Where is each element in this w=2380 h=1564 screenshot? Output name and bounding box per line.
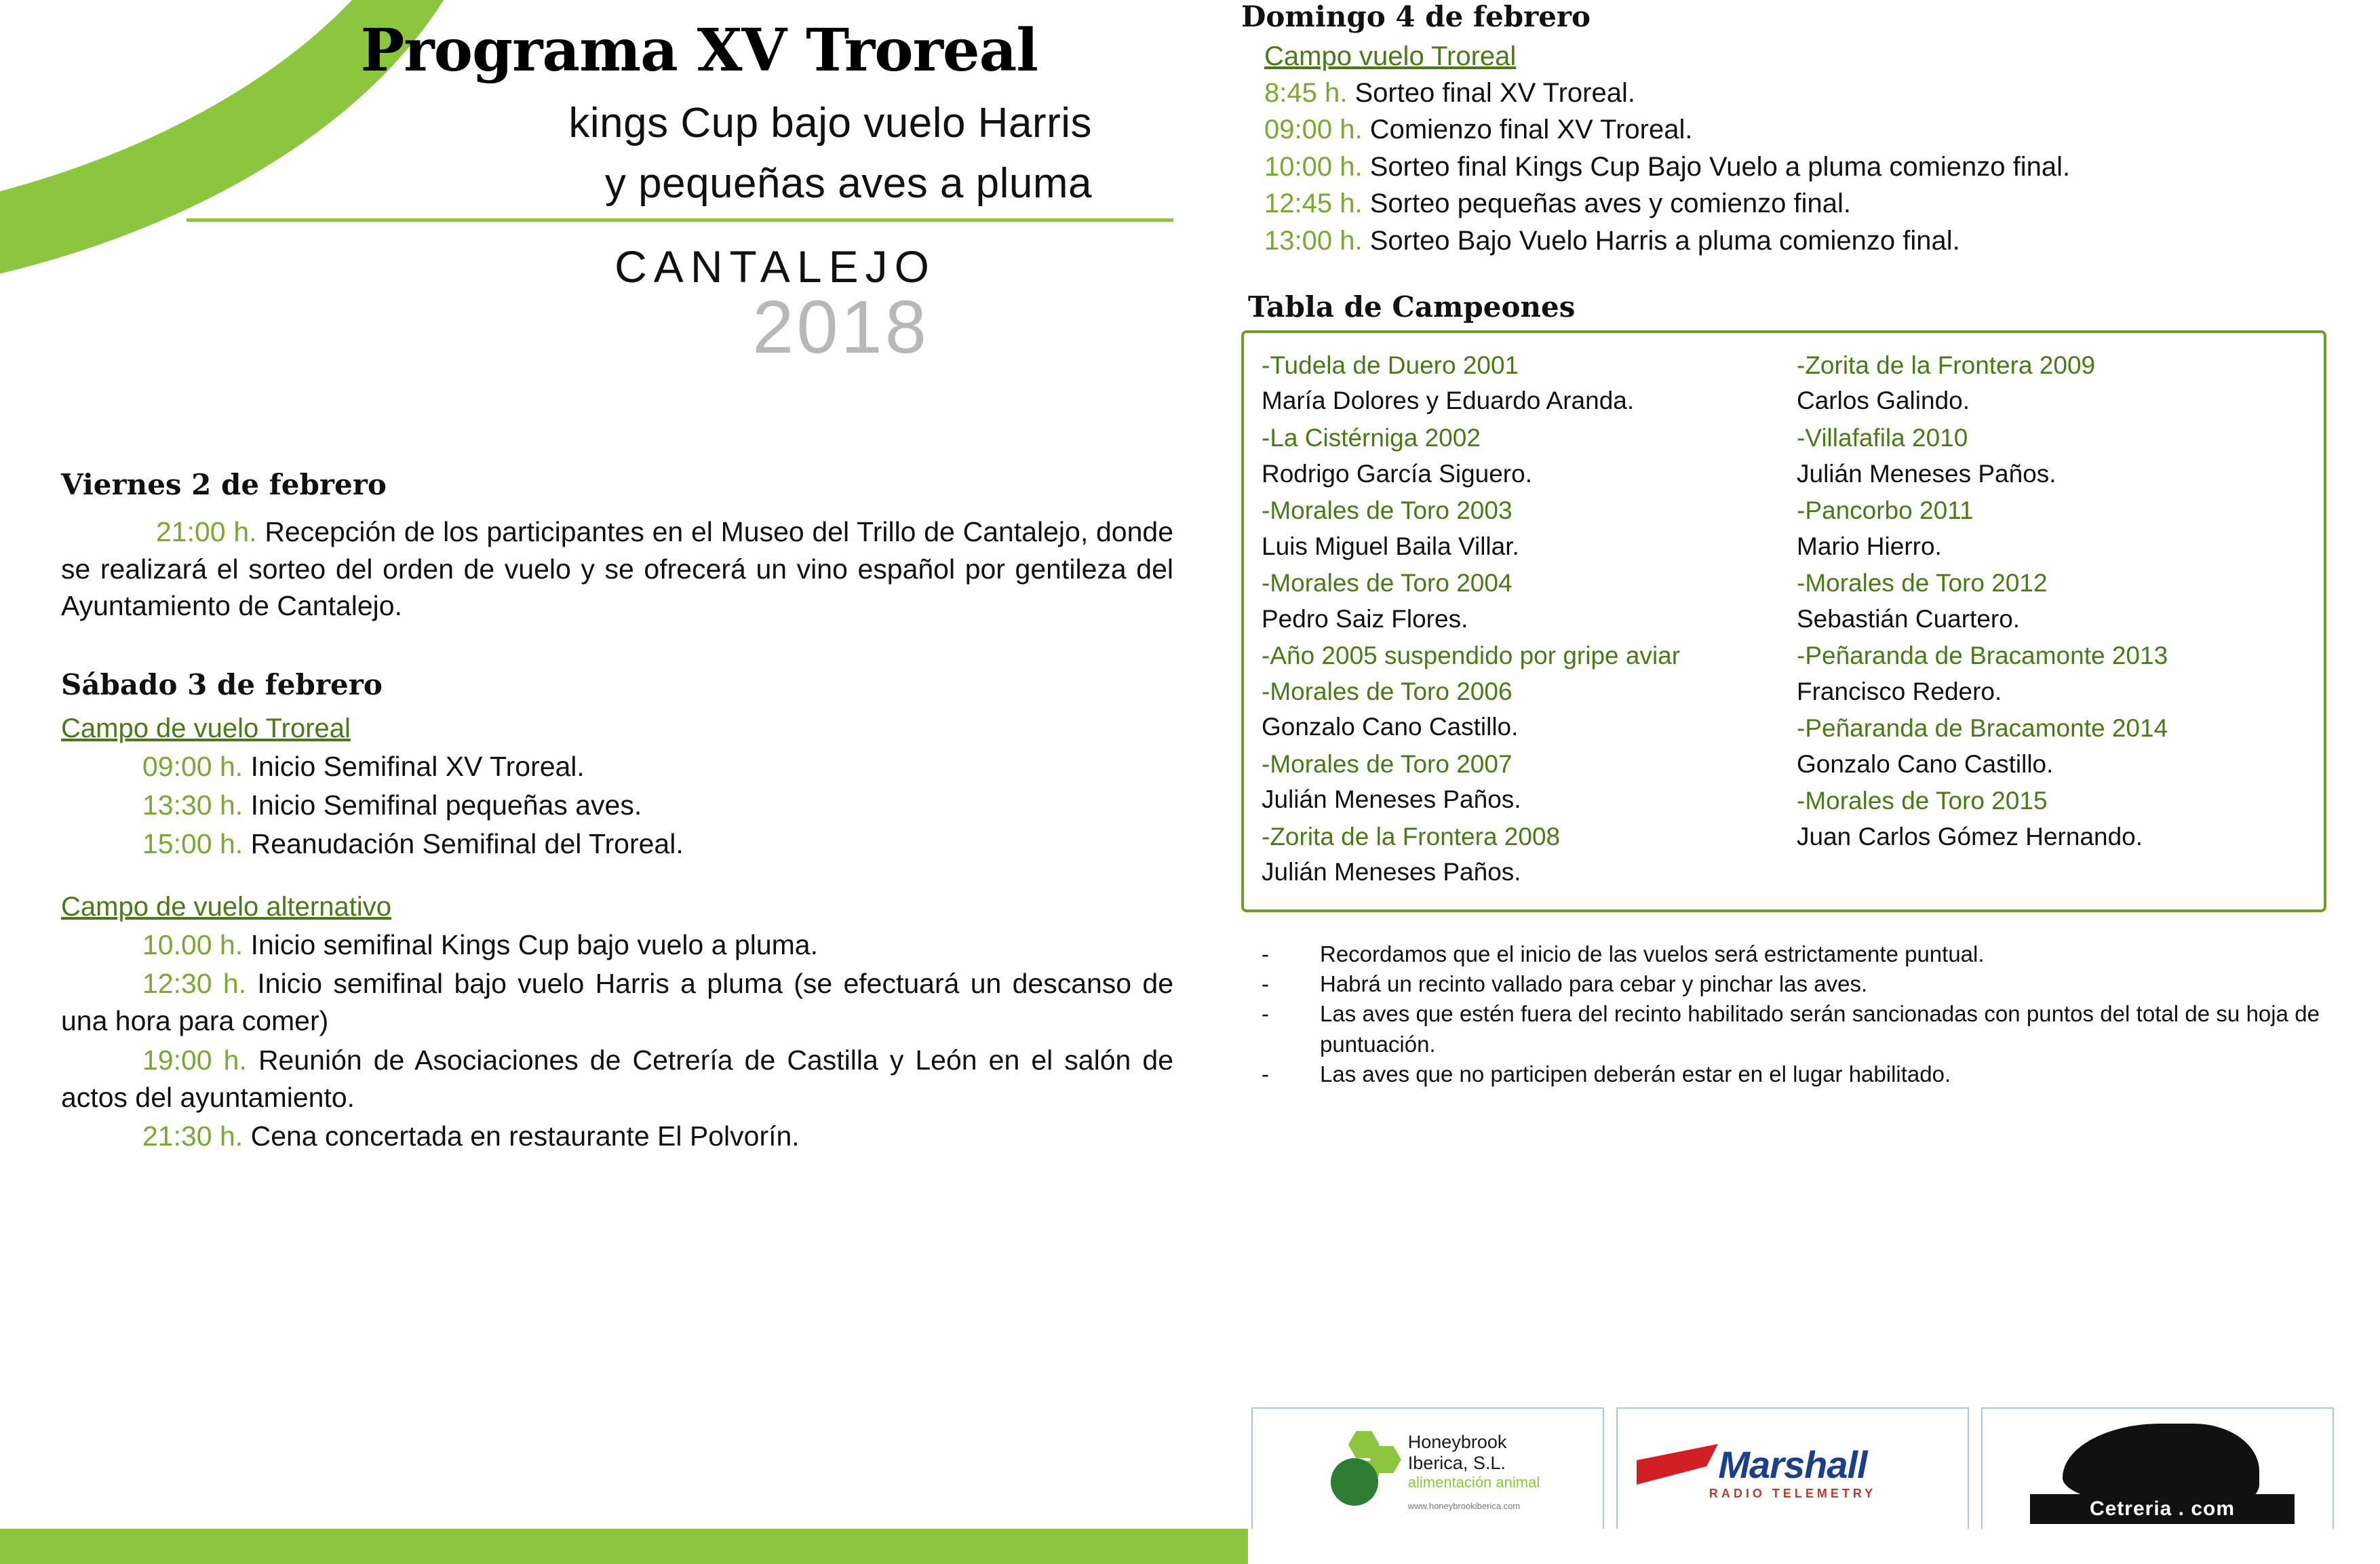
- item-text: Inicio semifinal bajo vuelo Harris a pluma (se efectuará un descanso de una hora para comer): [61, 967, 1173, 1037]
- item-text: Sorteo final XV Troreal.: [1354, 78, 1635, 108]
- bird-icon: [1331, 1458, 1378, 1506]
- saturday-item: [61, 825, 1173, 863]
- marshall-line-2: RADIO TELEMETRY: [1709, 1487, 1877, 1500]
- champion-year: -Año 2005 suspendido por gripe aviar: [1262, 642, 1681, 670]
- honeybrook-line-2: Iberica, S.L.: [1407, 1452, 1506, 1473]
- saturday-field-2: Campo de vuelo alternativo: [61, 891, 391, 922]
- item-time: 19:00 h.: [142, 1044, 247, 1076]
- sunday-heading: Domingo 4 de febrero: [1241, 0, 1591, 33]
- sponsor-honeybrook[interactable]: [1251, 1407, 1604, 1536]
- item-text: Sorteo final Kings Cup Bajo Vuelo a pluma comienzo final.: [1369, 151, 2071, 182]
- left-column: [61, 468, 1173, 1157]
- saturday-heading: Sábado 3 de febrero: [61, 667, 383, 701]
- marshall-swoosh-icon: [1637, 1444, 1718, 1485]
- right-column: [1241, 0, 2340, 1089]
- saturday-item: [61, 748, 1173, 785]
- item-text: Inicio semifinal Kings Cup bajo vuelo a pluma.: [250, 928, 818, 960]
- champion-name: Rodrigo García Siguero.: [1262, 459, 1532, 488]
- item-time: 8:45 h.: [1264, 78, 1348, 108]
- item-text: Reanudación Semifinal del Troreal.: [250, 828, 684, 860]
- champion-name: Gonzalo Cano Castillo.: [1797, 749, 2054, 778]
- champion-year: -Morales de Toro 2015: [1797, 787, 2048, 815]
- champion-year: -Morales de Toro 2006: [1262, 677, 1513, 705]
- sunday-item: [1264, 185, 2340, 222]
- item-time: 21:30 h.: [142, 1120, 243, 1152]
- champion-name: Luis Miguel Baila Villar.: [1262, 532, 1519, 560]
- champions-table: [1241, 330, 2326, 912]
- friday-heading: Viernes 2 de febrero: [61, 468, 387, 501]
- sunday-item: [1264, 75, 2340, 111]
- champion-year: -Peñaranda de Bracamonte 2013: [1797, 642, 2168, 670]
- note-bullet: -: [1262, 1001, 1269, 1027]
- friday-paragraph: [61, 513, 1173, 625]
- item-time: 12:45 h.: [1264, 189, 1363, 219]
- sunday-item: [1264, 111, 2340, 148]
- falcon-icon: [2063, 1424, 2259, 1505]
- sunday-item: [1264, 149, 2340, 185]
- champions-title: Tabla de Campeones: [1248, 290, 1576, 324]
- note-text: Recordamos que el inicio de las vuelos será estrictamente puntual.: [1320, 941, 1985, 966]
- note-text: Las aves que estén fuera del recinto habilitado serán sancionadas con puntos del total de su hoja de puntuación.: [1320, 1001, 2320, 1057]
- item-time: 15:00 h.: [142, 828, 243, 860]
- page-title: Programa XV Troreal: [360, 16, 1038, 85]
- item-text: Inicio Semifinal XV Troreal.: [250, 750, 585, 782]
- friday-text: Recepción de los participantes en el Museo del Trillo de Cantalejo, donde se realizará el sorteo del orden de vuelo y se ofrecerá un vino español por gentileza del Ayuntamiento de Cantalejo.: [61, 516, 1173, 622]
- item-text: Sorteo Bajo Vuelo Harris a pluma comienzo final.: [1369, 225, 1960, 256]
- champion-name: Gonzalo Cano Castillo.: [1262, 713, 1519, 741]
- champions-column-1: [1262, 348, 1771, 892]
- saturday-field-1: Campo de vuelo Troreal: [61, 713, 351, 743]
- champion-name: Julián Meneses Paños.: [1262, 858, 1521, 886]
- note-text: Las aves que no participen deberán estar en el lugar habilitado.: [1320, 1061, 1951, 1087]
- note-item: [1262, 1059, 2320, 1089]
- saturday-item: [61, 926, 1173, 964]
- item-time: 10:00 h.: [1264, 151, 1363, 182]
- saturday-item: [61, 787, 1173, 824]
- item-text: Comienzo final XV Troreal.: [1369, 115, 1693, 145]
- sponsor-cetreria[interactable]: [1981, 1407, 2334, 1536]
- item-text: Cena concertada en restaurante El Polvorín.: [250, 1120, 800, 1152]
- note-bullet: -: [1262, 971, 1269, 997]
- section-gap: [61, 627, 1173, 668]
- champion-name: Francisco Redero.: [1797, 677, 2002, 705]
- item-time: 09:00 h.: [142, 750, 243, 782]
- event-city: CANTALEJO: [614, 241, 936, 292]
- champion-year: -Morales de Toro 2004: [1262, 569, 1513, 598]
- champion-name: María Dolores y Eduardo Aranda.: [1262, 387, 1635, 415]
- champion-year: -Pancorbo 2011: [1797, 496, 1974, 525]
- item-time: 13:30 h.: [142, 789, 243, 821]
- champion-year: -Zorita de la Frontera 2008: [1262, 822, 1561, 851]
- notes-list: [1262, 939, 2320, 1089]
- note-text: Habrá un recinto vallado para cebar y pinchar las aves.: [1320, 971, 1868, 997]
- champion-year: -Morales de Toro 2012: [1797, 569, 2048, 598]
- champion-name: Juan Carlos Gómez Hernando.: [1797, 822, 2143, 851]
- honeybrook-line-4: www.honeybrookiberica.com: [1407, 1501, 1521, 1512]
- champion-year: -Zorita de la Frontera 2009: [1797, 351, 2096, 379]
- champion-name: Pedro Saiz Flores.: [1262, 604, 1468, 633]
- item-time: 09:00 h.: [1264, 115, 1363, 145]
- champion-name: Sebastián Cuartero.: [1797, 604, 2021, 633]
- page-subtitle-2: y pequeñas aves a pluma: [604, 160, 1092, 208]
- event-year: 2018: [752, 286, 929, 370]
- footer-bar-cutout: [1248, 1529, 2380, 1564]
- note-item: [1262, 999, 2320, 1059]
- champions-column-2: [1797, 348, 2306, 892]
- item-text: Sorteo pequeñas aves y comienzo final.: [1369, 189, 1852, 219]
- section-gap: [61, 865, 1173, 885]
- saturday-item: [61, 965, 1173, 1040]
- title-block: [176, 16, 1207, 370]
- champion-year: -La Cistérniga 2002: [1262, 424, 1481, 452]
- note-bullet: -: [1262, 1061, 1269, 1087]
- note-item: [1262, 969, 2320, 999]
- item-text: Inicio Semifinal pequeñas aves.: [250, 789, 642, 821]
- honeybrook-line-1: Honeybrook: [1407, 1431, 1507, 1452]
- note-bullet: -: [1262, 941, 1269, 966]
- sunday-field: Campo vuelo Troreal: [1264, 41, 1517, 71]
- honeycomb-icon: [1327, 1431, 1401, 1512]
- champion-name: Mario Hierro.: [1797, 532, 1942, 560]
- champion-year: -Morales de Toro 2003: [1262, 496, 1513, 525]
- item-time: 10.00 h.: [142, 928, 243, 960]
- note-item: [1262, 939, 2320, 969]
- champion-name: Carlos Galindo.: [1797, 387, 1970, 415]
- item-time: 12:30 h.: [142, 967, 247, 999]
- champion-year: -Morales de Toro 2007: [1262, 749, 1513, 778]
- item-time: 13:00 h.: [1264, 225, 1363, 256]
- saturday-item: [61, 1042, 1173, 1117]
- cetreria-line-1: Cetreria . com: [2089, 1498, 2236, 1520]
- marshall-line-1: Marshall: [1718, 1443, 1867, 1486]
- item-text: Reunión de Asociaciones de Cetrería de Castilla y León en el salón de actos del ayuntamiento.: [61, 1044, 1173, 1113]
- champion-name: Julián Meneses Paños.: [1797, 459, 2056, 488]
- title-divider: [187, 218, 1173, 222]
- page-subtitle-1: kings Cup bajo vuelo Harris: [568, 100, 1092, 147]
- friday-time: 21:00 h.: [156, 516, 257, 547]
- saturday-item: [61, 1118, 1173, 1155]
- sponsor-marshall[interactable]: [1616, 1407, 1969, 1536]
- sunday-item: [1264, 222, 2340, 259]
- champion-year: -Tudela de Duero 2001: [1262, 351, 1519, 379]
- champion-year: -Peñaranda de Bracamonte 2014: [1797, 714, 2168, 743]
- sponsor-strip: [1251, 1407, 2334, 1536]
- honeybrook-line-3: alimentación animal: [1407, 1473, 1540, 1491]
- champion-name: Julián Meneses Paños.: [1262, 785, 1521, 814]
- champion-year: -Villafafila 2010: [1797, 424, 1968, 452]
